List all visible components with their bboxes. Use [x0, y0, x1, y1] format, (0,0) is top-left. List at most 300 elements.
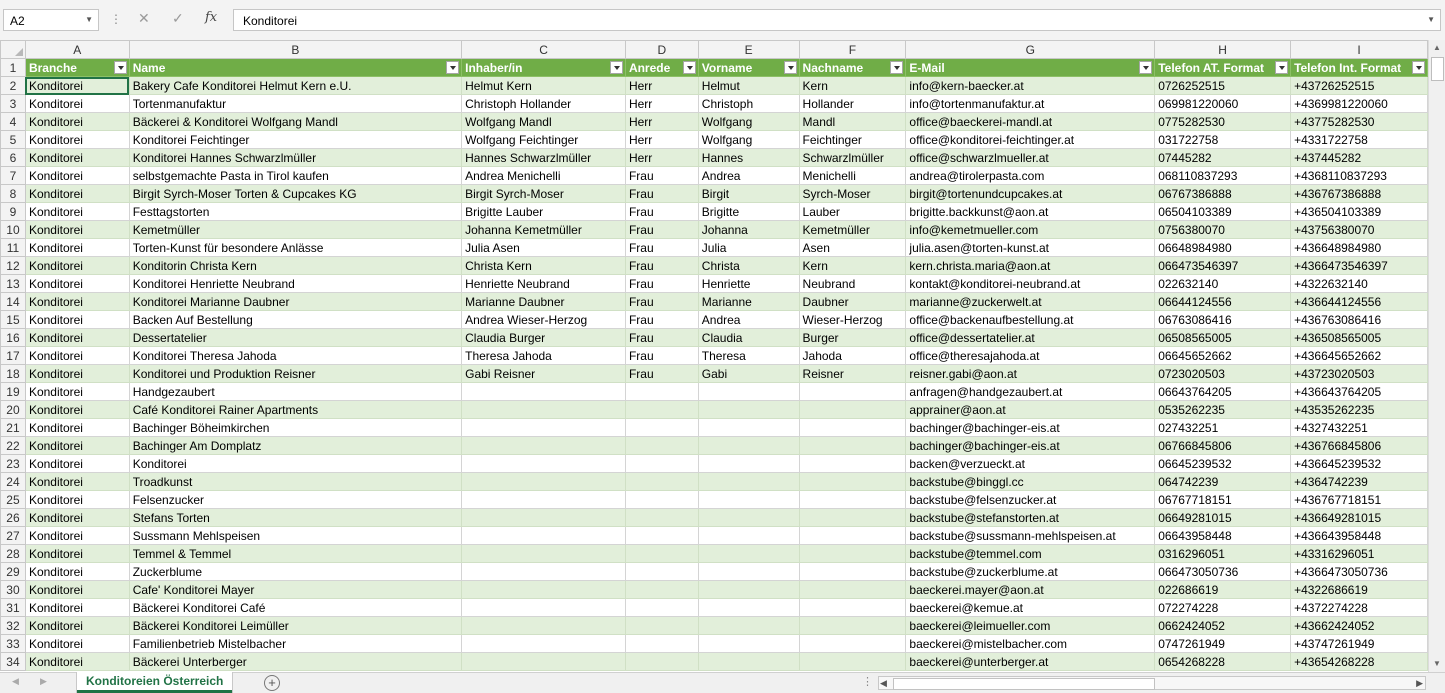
cell[interactable]: [625, 221, 698, 239]
scroll-down-icon[interactable]: ▼: [1433, 659, 1441, 668]
cell[interactable]: [25, 545, 129, 563]
cell[interactable]: [1291, 455, 1428, 473]
cell[interactable]: [129, 581, 461, 599]
cell[interactable]: [1155, 653, 1291, 671]
cell[interactable]: [1291, 581, 1428, 599]
vertical-scrollbar[interactable]: [1428, 40, 1445, 672]
column-header-b[interactable]: B: [129, 41, 461, 59]
cell[interactable]: [1155, 131, 1291, 149]
cell[interactable]: [25, 401, 129, 419]
cell[interactable]: [625, 95, 698, 113]
cell[interactable]: [1155, 527, 1291, 545]
cell[interactable]: [1291, 257, 1428, 275]
cell[interactable]: [799, 77, 906, 95]
cell[interactable]: [906, 509, 1155, 527]
filter-dropdown-icon[interactable]: [114, 61, 127, 74]
cell[interactable]: [625, 347, 698, 365]
cell[interactable]: [25, 635, 129, 653]
cell[interactable]: [462, 221, 626, 239]
cell[interactable]: [799, 509, 906, 527]
cell[interactable]: [906, 167, 1155, 185]
cell[interactable]: [462, 599, 626, 617]
cell[interactable]: [698, 491, 799, 509]
cell[interactable]: [1291, 239, 1428, 257]
spreadsheet-grid[interactable]: [0, 40, 1428, 672]
header-cell[interactable]: [799, 59, 906, 77]
cell[interactable]: [625, 167, 698, 185]
cell[interactable]: [625, 311, 698, 329]
cell[interactable]: [698, 509, 799, 527]
cell[interactable]: [906, 77, 1155, 95]
cell[interactable]: [25, 293, 129, 311]
cell[interactable]: [625, 527, 698, 545]
cell[interactable]: [1155, 473, 1291, 491]
row-header[interactable]: 27: [1, 527, 26, 545]
filter-dropdown-icon[interactable]: [1412, 61, 1425, 74]
row-header[interactable]: 15: [1, 311, 26, 329]
cell[interactable]: [906, 95, 1155, 113]
row-header[interactable]: 7: [1, 167, 26, 185]
cell[interactable]: [906, 185, 1155, 203]
row-header[interactable]: 18: [1, 365, 26, 383]
cell[interactable]: [698, 203, 799, 221]
column-header-h[interactable]: H: [1155, 41, 1291, 59]
cell[interactable]: [1155, 113, 1291, 131]
cell[interactable]: [698, 149, 799, 167]
cell[interactable]: [698, 401, 799, 419]
row-header[interactable]: 33: [1, 635, 26, 653]
cell[interactable]: [799, 329, 906, 347]
cell[interactable]: [799, 599, 906, 617]
cell[interactable]: [625, 401, 698, 419]
cell[interactable]: [462, 185, 626, 203]
cell[interactable]: [462, 365, 626, 383]
cell[interactable]: [462, 95, 626, 113]
name-box[interactable]: [3, 9, 99, 31]
cell[interactable]: [1291, 563, 1428, 581]
cell[interactable]: [1155, 581, 1291, 599]
cell[interactable]: [462, 419, 626, 437]
cell[interactable]: [625, 365, 698, 383]
cell[interactable]: [25, 347, 129, 365]
column-header-c[interactable]: C: [462, 41, 626, 59]
cell[interactable]: [129, 635, 461, 653]
cell[interactable]: [698, 293, 799, 311]
cell[interactable]: [698, 113, 799, 131]
cell[interactable]: [129, 77, 461, 95]
row-header[interactable]: 11: [1, 239, 26, 257]
cell[interactable]: [25, 419, 129, 437]
cell[interactable]: [799, 95, 906, 113]
cell[interactable]: [462, 545, 626, 563]
cell[interactable]: [1155, 77, 1291, 95]
cell[interactable]: [1155, 149, 1291, 167]
cell[interactable]: [462, 77, 626, 95]
cell[interactable]: [1291, 401, 1428, 419]
scroll-up-icon[interactable]: ▲: [1433, 43, 1441, 52]
cell[interactable]: [129, 131, 461, 149]
cell[interactable]: [129, 257, 461, 275]
row-header[interactable]: 5: [1, 131, 26, 149]
cell[interactable]: [462, 635, 626, 653]
column-header-f[interactable]: F: [799, 41, 906, 59]
cell[interactable]: [1291, 383, 1428, 401]
cell[interactable]: [906, 149, 1155, 167]
row-header[interactable]: 10: [1, 221, 26, 239]
cell[interactable]: [698, 221, 799, 239]
cell[interactable]: [1291, 131, 1428, 149]
cell[interactable]: [25, 581, 129, 599]
cell[interactable]: [906, 527, 1155, 545]
filter-dropdown-icon[interactable]: [1139, 61, 1152, 74]
row-header[interactable]: 12: [1, 257, 26, 275]
cell[interactable]: [698, 365, 799, 383]
prev-sheet-icon[interactable]: ◀: [12, 676, 19, 686]
cell[interactable]: [698, 95, 799, 113]
cell[interactable]: [1291, 599, 1428, 617]
cell[interactable]: [1291, 329, 1428, 347]
cell[interactable]: [462, 491, 626, 509]
cell[interactable]: [698, 383, 799, 401]
cell[interactable]: [698, 77, 799, 95]
cell[interactable]: [462, 617, 626, 635]
cell[interactable]: [129, 419, 461, 437]
row-header[interactable]: 20: [1, 401, 26, 419]
cell[interactable]: [25, 653, 129, 671]
cell[interactable]: [698, 437, 799, 455]
cell[interactable]: [25, 383, 129, 401]
cell[interactable]: [698, 185, 799, 203]
row-header[interactable]: 31: [1, 599, 26, 617]
cell[interactable]: [698, 527, 799, 545]
cell[interactable]: [129, 149, 461, 167]
cell[interactable]: [625, 77, 698, 95]
cell[interactable]: [906, 257, 1155, 275]
x-icon[interactable]: ✕: [138, 10, 150, 26]
cell[interactable]: [462, 131, 626, 149]
row-header[interactable]: 21: [1, 419, 26, 437]
cell[interactable]: [1155, 563, 1291, 581]
cell[interactable]: [129, 653, 461, 671]
cell[interactable]: [625, 635, 698, 653]
cell[interactable]: [462, 383, 626, 401]
cell[interactable]: [1291, 545, 1428, 563]
cell[interactable]: [698, 653, 799, 671]
cell[interactable]: [799, 347, 906, 365]
cell[interactable]: [799, 149, 906, 167]
header-cell[interactable]: [906, 59, 1155, 77]
cell[interactable]: [25, 527, 129, 545]
cell[interactable]: [1291, 293, 1428, 311]
cell[interactable]: [1291, 185, 1428, 203]
cell[interactable]: [799, 545, 906, 563]
cell[interactable]: [625, 257, 698, 275]
cell[interactable]: [625, 383, 698, 401]
cell[interactable]: [625, 437, 698, 455]
cell[interactable]: [906, 383, 1155, 401]
cell[interactable]: [129, 509, 461, 527]
cell[interactable]: [625, 653, 698, 671]
cell[interactable]: [462, 275, 626, 293]
row-header[interactable]: 30: [1, 581, 26, 599]
cell[interactable]: [129, 455, 461, 473]
cell[interactable]: [1155, 221, 1291, 239]
cell[interactable]: [799, 203, 906, 221]
cell[interactable]: [1155, 509, 1291, 527]
row-header[interactable]: 32: [1, 617, 26, 635]
cell[interactable]: [625, 185, 698, 203]
cell[interactable]: [698, 635, 799, 653]
cell[interactable]: [1291, 221, 1428, 239]
cell[interactable]: [1291, 491, 1428, 509]
cell[interactable]: [906, 329, 1155, 347]
cell[interactable]: [1291, 635, 1428, 653]
cell[interactable]: [799, 311, 906, 329]
cell[interactable]: [1291, 617, 1428, 635]
cell[interactable]: [906, 203, 1155, 221]
cell[interactable]: [129, 617, 461, 635]
cell[interactable]: [906, 545, 1155, 563]
cell[interactable]: [906, 311, 1155, 329]
cell[interactable]: [625, 419, 698, 437]
row-header[interactable]: 34: [1, 653, 26, 671]
cell[interactable]: [625, 113, 698, 131]
cell[interactable]: [462, 527, 626, 545]
cell[interactable]: [25, 455, 129, 473]
cell[interactable]: [698, 167, 799, 185]
row-header[interactable]: 14: [1, 293, 26, 311]
cell[interactable]: [462, 311, 626, 329]
cell[interactable]: [906, 473, 1155, 491]
cell[interactable]: [906, 293, 1155, 311]
cell[interactable]: [799, 383, 906, 401]
vertical-scroll-thumb[interactable]: [1431, 57, 1444, 81]
cell[interactable]: [25, 563, 129, 581]
cell[interactable]: [129, 527, 461, 545]
row-header[interactable]: 19: [1, 383, 26, 401]
cell[interactable]: [698, 131, 799, 149]
cell[interactable]: [698, 599, 799, 617]
cell[interactable]: [1291, 77, 1428, 95]
cell[interactable]: [25, 239, 129, 257]
cell[interactable]: [1155, 599, 1291, 617]
cell[interactable]: [1155, 185, 1291, 203]
row-header[interactable]: 6: [1, 149, 26, 167]
cell[interactable]: [698, 545, 799, 563]
cell[interactable]: [698, 275, 799, 293]
cell[interactable]: [1155, 545, 1291, 563]
cell[interactable]: [625, 617, 698, 635]
cell[interactable]: [462, 329, 626, 347]
cell[interactable]: [129, 221, 461, 239]
cell[interactable]: [625, 131, 698, 149]
cell[interactable]: [906, 239, 1155, 257]
cell[interactable]: [462, 347, 626, 365]
cell[interactable]: [1291, 167, 1428, 185]
row-header[interactable]: 28: [1, 545, 26, 563]
chevron-down-icon[interactable]: ▼: [1427, 15, 1435, 24]
row-header[interactable]: 1: [1, 59, 26, 77]
check-icon[interactable]: ✓: [172, 10, 184, 26]
filter-dropdown-icon[interactable]: [446, 61, 459, 74]
cell[interactable]: [1291, 311, 1428, 329]
cell[interactable]: [129, 113, 461, 131]
cell[interactable]: [799, 419, 906, 437]
row-header[interactable]: 29: [1, 563, 26, 581]
cell[interactable]: [906, 581, 1155, 599]
cell[interactable]: [25, 131, 129, 149]
cell[interactable]: [698, 257, 799, 275]
cell[interactable]: [698, 455, 799, 473]
cell[interactable]: [462, 293, 626, 311]
cell[interactable]: [698, 563, 799, 581]
cell[interactable]: [799, 635, 906, 653]
cell[interactable]: [625, 509, 698, 527]
cell[interactable]: [906, 347, 1155, 365]
filter-dropdown-icon[interactable]: [890, 61, 903, 74]
cell[interactable]: [906, 455, 1155, 473]
cell[interactable]: [25, 311, 129, 329]
cell[interactable]: [799, 131, 906, 149]
cell[interactable]: [799, 113, 906, 131]
cell[interactable]: [799, 527, 906, 545]
column-header-g[interactable]: G: [906, 41, 1155, 59]
cell[interactable]: [906, 113, 1155, 131]
header-cell[interactable]: [25, 59, 129, 77]
cell[interactable]: [1155, 401, 1291, 419]
row-header[interactable]: 8: [1, 185, 26, 203]
cell[interactable]: [1155, 635, 1291, 653]
cell[interactable]: [625, 239, 698, 257]
cell[interactable]: [698, 617, 799, 635]
cell[interactable]: [1155, 257, 1291, 275]
cell[interactable]: [1291, 527, 1428, 545]
cell[interactable]: [462, 203, 626, 221]
cell[interactable]: [1291, 653, 1428, 671]
cell[interactable]: [698, 311, 799, 329]
horizontal-scrollbar[interactable]: [878, 676, 1426, 690]
cell[interactable]: [25, 95, 129, 113]
cell[interactable]: [462, 113, 626, 131]
row-header[interactable]: 9: [1, 203, 26, 221]
header-cell[interactable]: [625, 59, 698, 77]
cell[interactable]: [129, 239, 461, 257]
cell[interactable]: [462, 653, 626, 671]
cell[interactable]: [698, 329, 799, 347]
cell[interactable]: [1291, 419, 1428, 437]
cell[interactable]: [1155, 383, 1291, 401]
column-header-i[interactable]: I: [1291, 41, 1428, 59]
cell[interactable]: [1291, 473, 1428, 491]
cell[interactable]: [1155, 347, 1291, 365]
cell[interactable]: [625, 293, 698, 311]
cell[interactable]: [625, 545, 698, 563]
plus-circle-icon[interactable]: +: [264, 675, 280, 691]
cell[interactable]: [799, 581, 906, 599]
cell[interactable]: [129, 185, 461, 203]
cell[interactable]: [25, 617, 129, 635]
cell[interactable]: [462, 581, 626, 599]
cell[interactable]: [462, 257, 626, 275]
cell[interactable]: [625, 203, 698, 221]
header-cell[interactable]: [698, 59, 799, 77]
cell[interactable]: [25, 203, 129, 221]
cell[interactable]: [129, 275, 461, 293]
cell[interactable]: [906, 491, 1155, 509]
cell[interactable]: [25, 275, 129, 293]
cell[interactable]: [799, 473, 906, 491]
cell[interactable]: [906, 131, 1155, 149]
cell[interactable]: [698, 347, 799, 365]
cell[interactable]: [799, 365, 906, 383]
fx-icon[interactable]: fx: [205, 10, 218, 25]
cell[interactable]: [1291, 437, 1428, 455]
filter-dropdown-icon[interactable]: [1275, 61, 1288, 74]
cell[interactable]: [1291, 509, 1428, 527]
cell[interactable]: [1291, 113, 1428, 131]
cell[interactable]: [1155, 311, 1291, 329]
cell[interactable]: [129, 365, 461, 383]
cell[interactable]: [129, 437, 461, 455]
row-header[interactable]: 17: [1, 347, 26, 365]
cell[interactable]: [625, 329, 698, 347]
cell[interactable]: [906, 419, 1155, 437]
cell[interactable]: [698, 419, 799, 437]
cell[interactable]: [1155, 491, 1291, 509]
cell[interactable]: [462, 509, 626, 527]
cell[interactable]: [25, 509, 129, 527]
cell[interactable]: [1155, 437, 1291, 455]
cell[interactable]: [1291, 95, 1428, 113]
cell[interactable]: [1155, 617, 1291, 635]
cell[interactable]: [1155, 239, 1291, 257]
cell[interactable]: [906, 653, 1155, 671]
cell[interactable]: [1155, 275, 1291, 293]
row-header[interactable]: 25: [1, 491, 26, 509]
cell[interactable]: [625, 563, 698, 581]
cell[interactable]: [25, 473, 129, 491]
cell[interactable]: [625, 455, 698, 473]
cell[interactable]: [625, 599, 698, 617]
cell[interactable]: [799, 401, 906, 419]
cell[interactable]: [1155, 329, 1291, 347]
scroll-left-icon[interactable]: ◀: [880, 678, 887, 688]
cell[interactable]: [129, 491, 461, 509]
cell[interactable]: [625, 581, 698, 599]
cell[interactable]: [906, 563, 1155, 581]
cell[interactable]: [799, 221, 906, 239]
cell[interactable]: [25, 167, 129, 185]
scroll-right-icon[interactable]: ▶: [1416, 678, 1423, 688]
sheet-tab-konditoreien[interactable]: Konditoreien Österreich: [77, 672, 232, 693]
cell[interactable]: [129, 563, 461, 581]
header-cell[interactable]: [129, 59, 461, 77]
cell[interactable]: [129, 329, 461, 347]
cell[interactable]: [799, 653, 906, 671]
cell[interactable]: [906, 635, 1155, 653]
cell[interactable]: [625, 149, 698, 167]
cell[interactable]: [1155, 167, 1291, 185]
cell[interactable]: [129, 347, 461, 365]
cell[interactable]: [462, 239, 626, 257]
cell[interactable]: [462, 437, 626, 455]
cell[interactable]: [1291, 347, 1428, 365]
cell[interactable]: [906, 401, 1155, 419]
cell[interactable]: [129, 599, 461, 617]
cell[interactable]: [1155, 203, 1291, 221]
cell[interactable]: [129, 545, 461, 563]
next-sheet-icon[interactable]: ▶: [40, 676, 47, 686]
